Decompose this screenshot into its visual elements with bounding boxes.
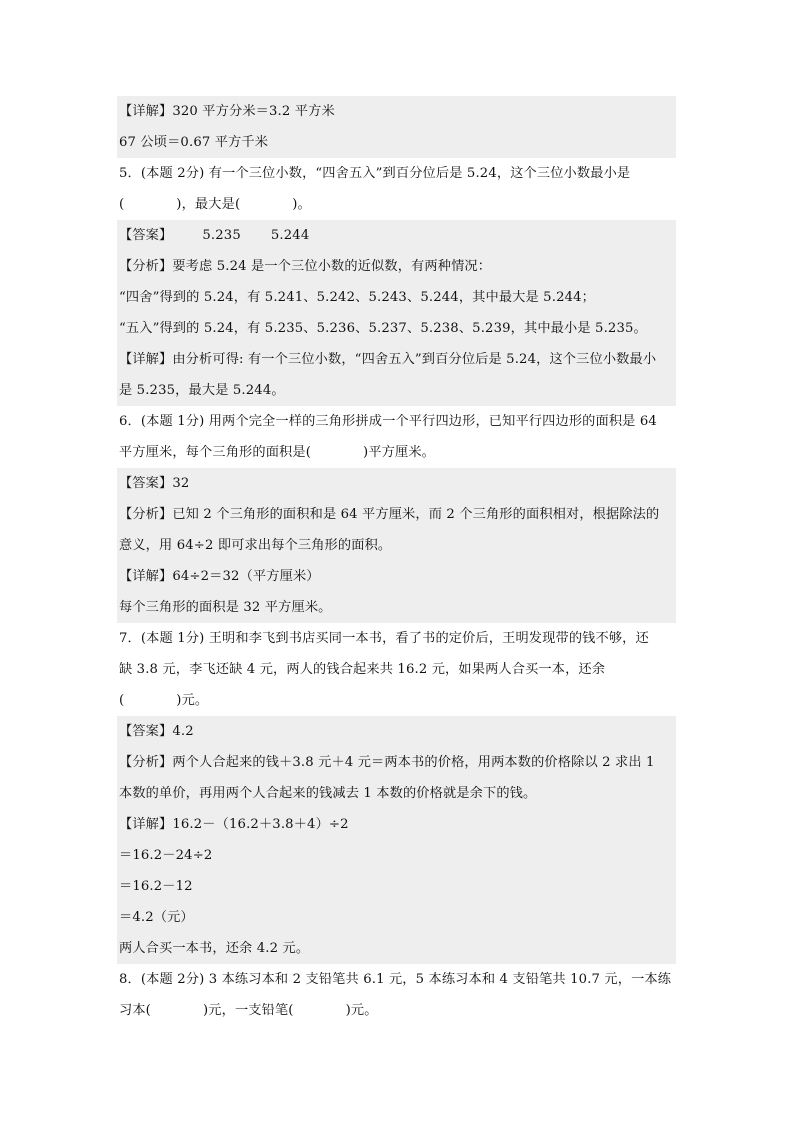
q7-detail-line: ＝4.2（元） [117,902,676,933]
q5-answer-value: 5.244 [270,228,310,243]
q7-question-fragment: )元。 [176,693,209,708]
q8-question-fragment: )元。 [345,1003,378,1018]
q5-analysis-line: “四舍”得到的 5.24，有 5.241、5.242、5.243、5.244，其中最大是 5.244； [117,282,676,313]
q6-question-fragment: )平方厘米。 [363,445,436,460]
q7-detail-line: 两人合买一本书，还余 4.2 元。 [117,933,676,964]
q5-answer-label: 【答案】 [119,228,173,243]
q5-analysis-line: 【分析】要考虑 5.24 是一个三位小数的近似数，有两种情况： [117,251,676,282]
q7-question-line: 7．(本题 1分) 王明和李飞到书店买同一本书，看了书的定价后，王明发现带的钱不够，还 [119,631,649,646]
q7-question-line: 缺 3.8 元，李飞还缺 4 元，两人的钱合起来共 16.2 元，如果两人合买一本，还余 [119,662,606,677]
q4-detail-line: 67 公顷＝0.67 平方千米 [117,127,676,158]
q5-detail-line: 是 5.235，最大是 5.244。 [117,375,676,406]
q5-detail-line: 【详解】由分析可得: 有一个三位小数，“四舍五入”到百分位后是 5.24，这个三位小数最小 [117,344,676,375]
q5-answer-line [117,220,676,251]
q5-question-fragment: )，最大是( [176,197,241,212]
q8-question-fragment: 习本( [119,1003,151,1018]
q5-question-fragment: )。 [292,197,311,212]
q8-question-line [117,995,676,1026]
q6-question-line [117,437,676,468]
q8-question-fragment: )元，一支铅笔( [202,1003,294,1018]
q7-analysis-line: 【分析】两个人合起来的钱＋3.8 元＋4 元＝两本书的价格，用两本数的价格除以 2 求出 1 [117,747,676,778]
q7-answer-line: 【答案】4.2 [117,716,676,747]
q6-question-fragment: 平方厘米，每个三角形的面积是( [119,445,312,460]
q6-answer-line: 【答案】32 [117,468,676,499]
q7-analysis-line: 本数的单价，再用两个人合起来的钱减去 1 本数的价格就是余下的钱。 [117,778,676,809]
q5-answer-value: 5.235 [202,228,241,243]
q6-question-line: 6．(本题 1分) 用两个完全一样的三角形拼成一个平行四边形，已知平行四边形的面积是 64 [119,414,657,429]
q7-question-fragment: ( [119,693,125,708]
q4-detail-line: 【详解】320 平方分米＝3.2 平方米 [117,96,676,127]
q5-question-line: 5．(本题 2分) 有一个三位小数，“四舍五入”到百分位后是 5.24，这个三位小数最小是 [119,166,631,181]
q6-analysis-line: 意义，用 64÷2 即可求出每个三角形的面积。 [117,530,676,561]
q6-analysis-line: 【分析】已知 2 个三角形的面积和是 64 平方厘米，而 2 个三角形的面积相对，根据除法的 [117,499,676,530]
q7-question-line [117,685,676,716]
q5-analysis-line: “五入”得到的 5.24，有 5.235、5.236、5.237、5.238、5.239，其中最小是 5.235。 [117,313,676,344]
q7-detail-line: ＝16.2－12 [117,871,676,902]
q6-detail-line: 【详解】64÷2＝32（平方厘米） [117,561,676,592]
q7-detail-line: ＝16.2－24÷2 [117,840,676,871]
q7-detail-line: 【详解】16.2－（16.2＋3.8＋4）÷2 [117,809,676,840]
document-content [117,96,676,1026]
q5-question-fragment: ( [119,197,125,212]
q8-question-line: 8．(本题 2分) 3 本练习本和 2 支铅笔共 6.1 元，5 本练习本和 4 支铅笔共 10.7 元，一本练 [119,972,672,987]
q6-detail-line: 每个三角形的面积是 32 平方厘米。 [117,592,676,623]
q5-question-line [117,189,676,220]
